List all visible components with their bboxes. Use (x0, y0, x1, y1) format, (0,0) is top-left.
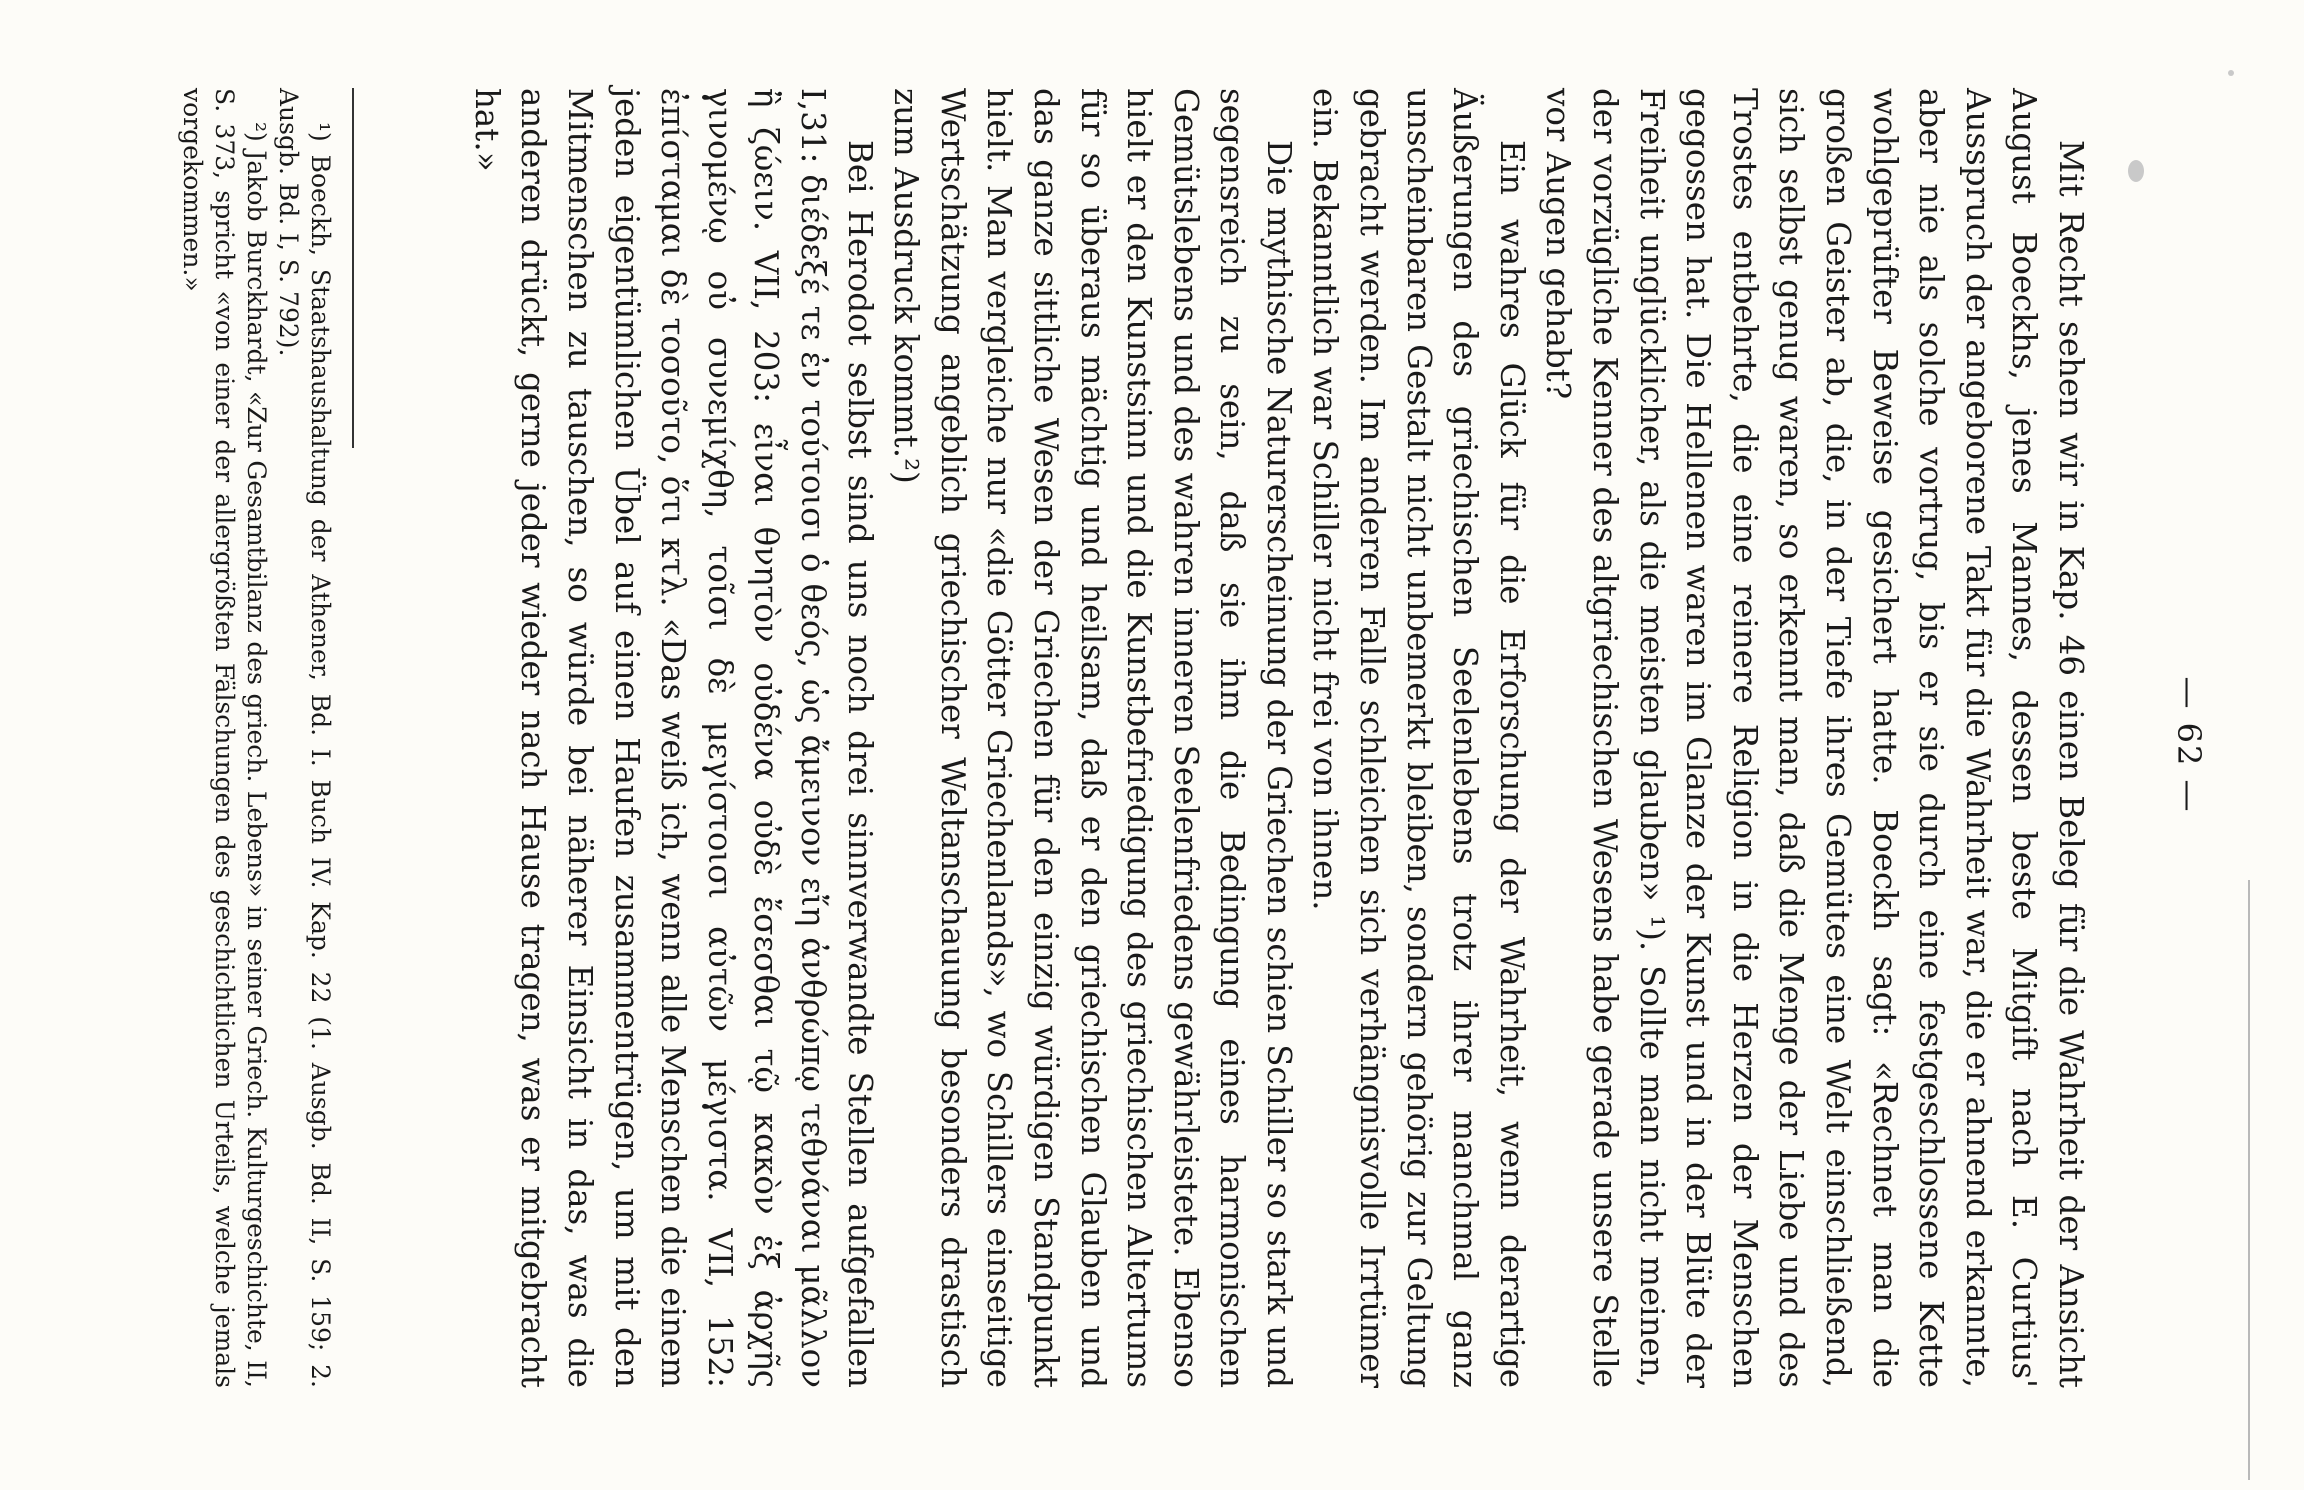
paragraph: Mit Recht sehen wir in Kap. 46 einen Beleg für die Wahrheit der Ansicht August Boeckhs, jenes Mannes, dessen beste Mitgift nach E. Curtius' Ausspruch der angeborene Takt für die Wahrheit war, die er ahnend erkannte, aber nie als solche vortrug, bis er sie durch eine festgeschlossene Kette wohlgeprüfter Beweise gesichert hatte. Boeckh sagt: «Rechnet man die großen Geister ab, die, in der Tiefe ihres Gemütes eine Welt einschließend, sich selbst genug waren, so erkennt man, daß die Menge der Liebe und des Trostes entbehrte, die eine reinere Religion in die Herzen der Menschen gegossen hat. Die Hellenen waren im Glanze der Kunst und in der Blüte der Freiheit unglücklicher, als die meisten glauben» ¹). Sollte man nicht meinen, der vorzügliche Kenner des altgriechischen Wesens habe gerade unsere Stelle vor Augen gehabt? (1539, 88, 2090, 1388)
footnote-separator (352, 88, 354, 448)
separator-rule (352, 88, 354, 448)
paragraph: Bei Herodot selbst sind uns noch drei sinnverwandte Stellen aufgefallen I,31: διέδεξέ τε ἐν τούτοισι ὁ θεός, ὡς ἄμεινον εἴη ἀνθρώπῳ τεθνάναι μᾶλλον ἢ ζώειν. VII, 203: εἶναι θνητὸν οὐδένα οὐδὲ ἔσεσθαι τῷ κακὸν ἐξ ἀρχῆς γινομένῳ οὐ συνεμίχθη, τοῖσι δὲ μεγίστοισι αὐτῶν μέγιστα. VII, 152: ἐπίσταμαι δὲ τοσοῦτο, ὅτι κτλ. «Das weiß ich, wenn alle Menschen die einem jeden eigentümlichen Übel auf einen Haufen zusammentrügen, um mit den Mitmenschen zu tauschen, so würde bei näherer Einsicht in das, was die anderen drückt, gerne jeder wieder nach Hause tragen, was er mitgebracht hat.» (467, 88, 879, 1388)
paragraph: Die mythische Naturerscheinung der Griechen schien Schiller so stark und segensreich zu sein, daß sie ihm die Bedingung eines harmonischen Gemütslebens und des wahren inneren Seelenfriedens gewährleistete. Ebenso hielt er den Kunstsinn und die Kunstbefriedigung des griechischen Altertums für so überaus mächtig und heilsam, daß er den griechischen Glauben und das ganze sittliche Wesen der Griechen für den einzig würdigen Standpunkt hielt. Man vergleiche nur «die Götter Griechenlands», wo Schillers einseitige Wertschätzung angeblich griechischer Weltanschauung besonders drastisch zum Ausdruck kommt.²) (887, 88, 1298, 1388)
footnote: ¹) Boeckh, Staatshaushaltung der Athener, Bd. I. Buch IV. Kap. 22 (1. Ausgb. Bd. II, S. 159; 2. Ausgb. Bd. I, S. 792). (274, 88, 335, 1388)
paragraph: Ein wahres Glück für die Erforschung der Wahrheit, wenn derartige Äußerungen des griechischen Seelenlebens trotz ihrer manchmal ganz unscheinbaren Gestalt nicht unbemerkt bleiben, sondern gehörig zur Geltung gebracht werden. Im anderen Falle schleichen sich verhängnisvolle Irrtümer ein. Bekanntlich war Schiller nicht frei von ihnen. (1306, 88, 1531, 1388)
main-text (463, 88, 2094, 1388)
footnote: ²) Jakob Burckhardt, «Zur Gesamtbilanz des griech. Lebens» in seiner Griech. Kulturgeschichte, II, S. 373, spricht «von einer der allergrößten Fälschungen des geschichtlichen Urteils, welche jemals vorgekommen.» (178, 88, 271, 1388)
footnotes (176, 88, 336, 1388)
page-number: — 62 — (2170, 676, 2208, 814)
